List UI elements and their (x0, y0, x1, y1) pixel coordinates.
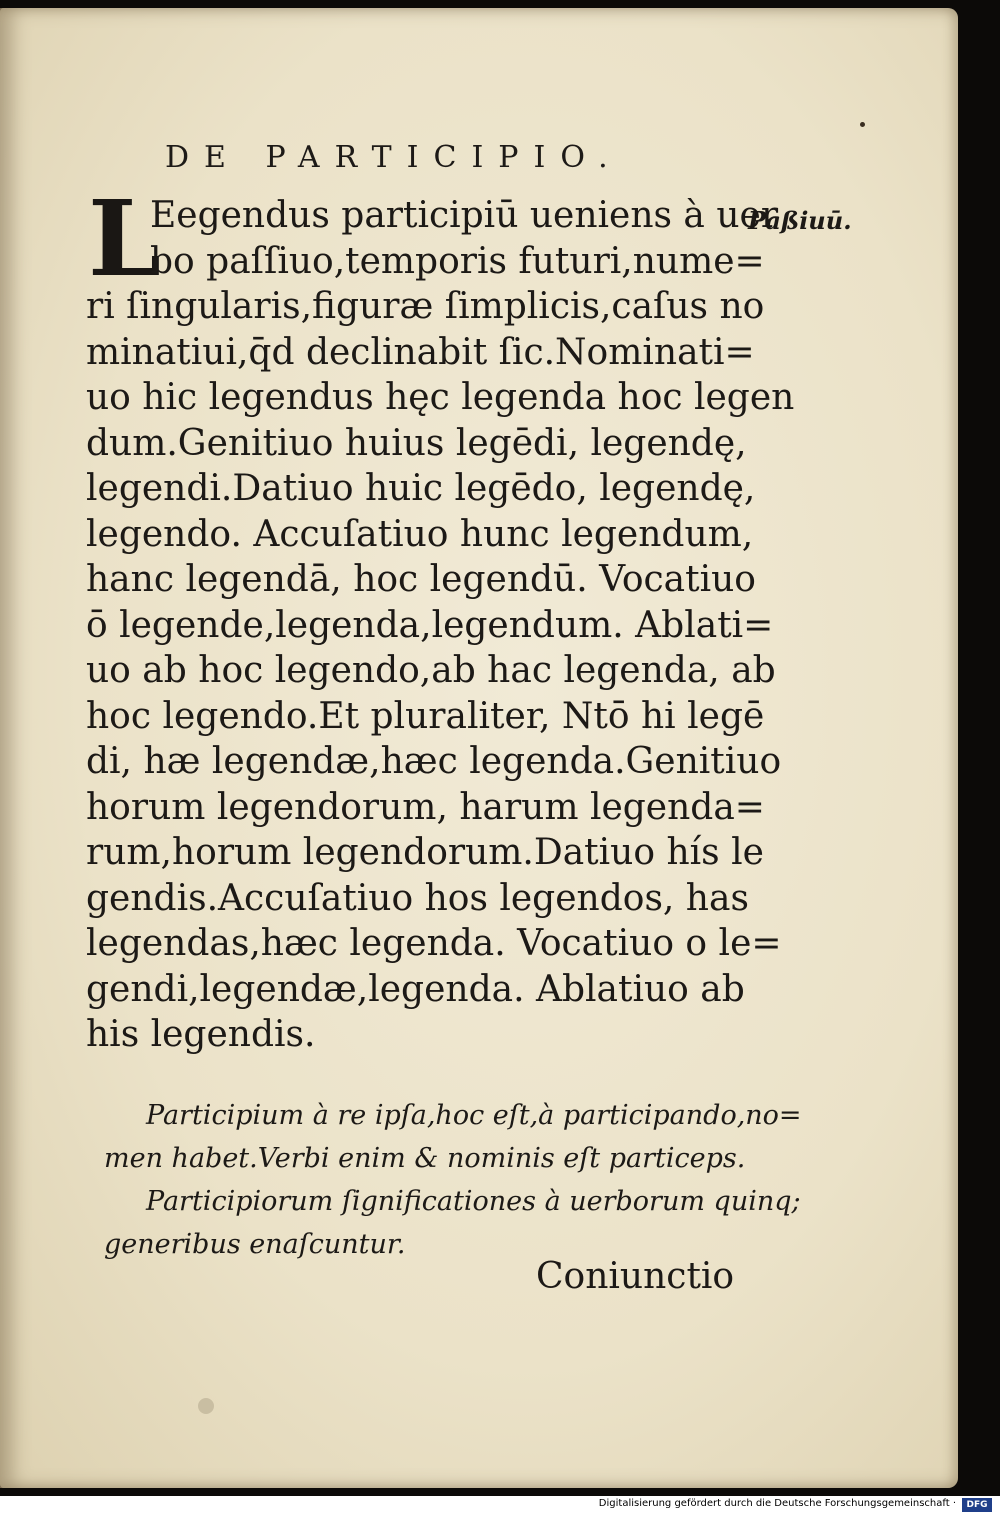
note-line: men habet.Verbi enim & nominis eſt particeps. (104, 1143, 746, 1174)
paper-stain (198, 1398, 214, 1414)
text-line: gendis.Accuſatiuo hos legendos, has (86, 877, 749, 919)
note-line: generibus enaſcuntur. (104, 1229, 406, 1260)
text-line: Eegendus participiū ueniens à uer (150, 195, 779, 236)
text-line: legendo. Accuſatiuo hunc legendum, (86, 513, 754, 555)
text-line: bo paſſiuo,temporis futuri,nume= (150, 240, 765, 282)
text-line: uo ab hoc legendo,ab hac legenda, ab (86, 650, 776, 691)
margin-note: Paßiuū. (748, 206, 852, 235)
text-line: uo hic legendus hęc legenda hoc legen (86, 377, 795, 418)
text-line: legendas,hæc legenda. Vocatiuo o le= (86, 923, 782, 964)
text-line: hoc legendo.Et pluraliter, Ntō hi legē (86, 695, 765, 737)
drop-cap: L (88, 177, 162, 300)
funding-credit: Digitalisierung gefördert durch die Deutsche Forschungsgemeinschaft · (598, 1498, 956, 1509)
note-line: Participium à re ipſa,hoc eſt,à participando,no= (146, 1100, 802, 1131)
text-line: hanc legendā, hoc legendū. Vocatiuo (86, 559, 756, 600)
text-line: ō legende,legenda,legendum. Ablati= (86, 604, 774, 646)
catchword: Coniunctio (536, 1256, 735, 1297)
dfg-logo-icon: DFG (962, 1498, 992, 1512)
note-line: Participiorum ſignificationes à uerborum quinq; (146, 1186, 801, 1217)
main-text (86, 177, 795, 1058)
text-line: horum legendorum, harum legenda= (86, 786, 765, 828)
text-line: minatiui,q̄d declinabit ſic.Nominati= (86, 331, 755, 373)
running-head: DE PARTICIPIO. (165, 140, 623, 175)
text-line: rum,horum legendorum.Datiuo hís le (86, 832, 764, 873)
text-line: gendi,legendæ,legenda. Ablatiuo ab (86, 968, 745, 1010)
text-line: legendi.Datiuo huic legēdo, legendę, (86, 468, 756, 509)
text-line: ri ſingularis,figuræ ſimplicis,caſus no (86, 286, 765, 327)
text-line: di, hæ legendæ,hæc legenda.Genitiuo (86, 741, 782, 782)
footer-bar (0, 1496, 1000, 1516)
text-line: dum.Genitiuo huius legēdi, legendę, (86, 422, 747, 464)
text-line: his legendis. (86, 1014, 316, 1055)
italic-notes (104, 1094, 802, 1266)
paper-speck (860, 122, 865, 127)
